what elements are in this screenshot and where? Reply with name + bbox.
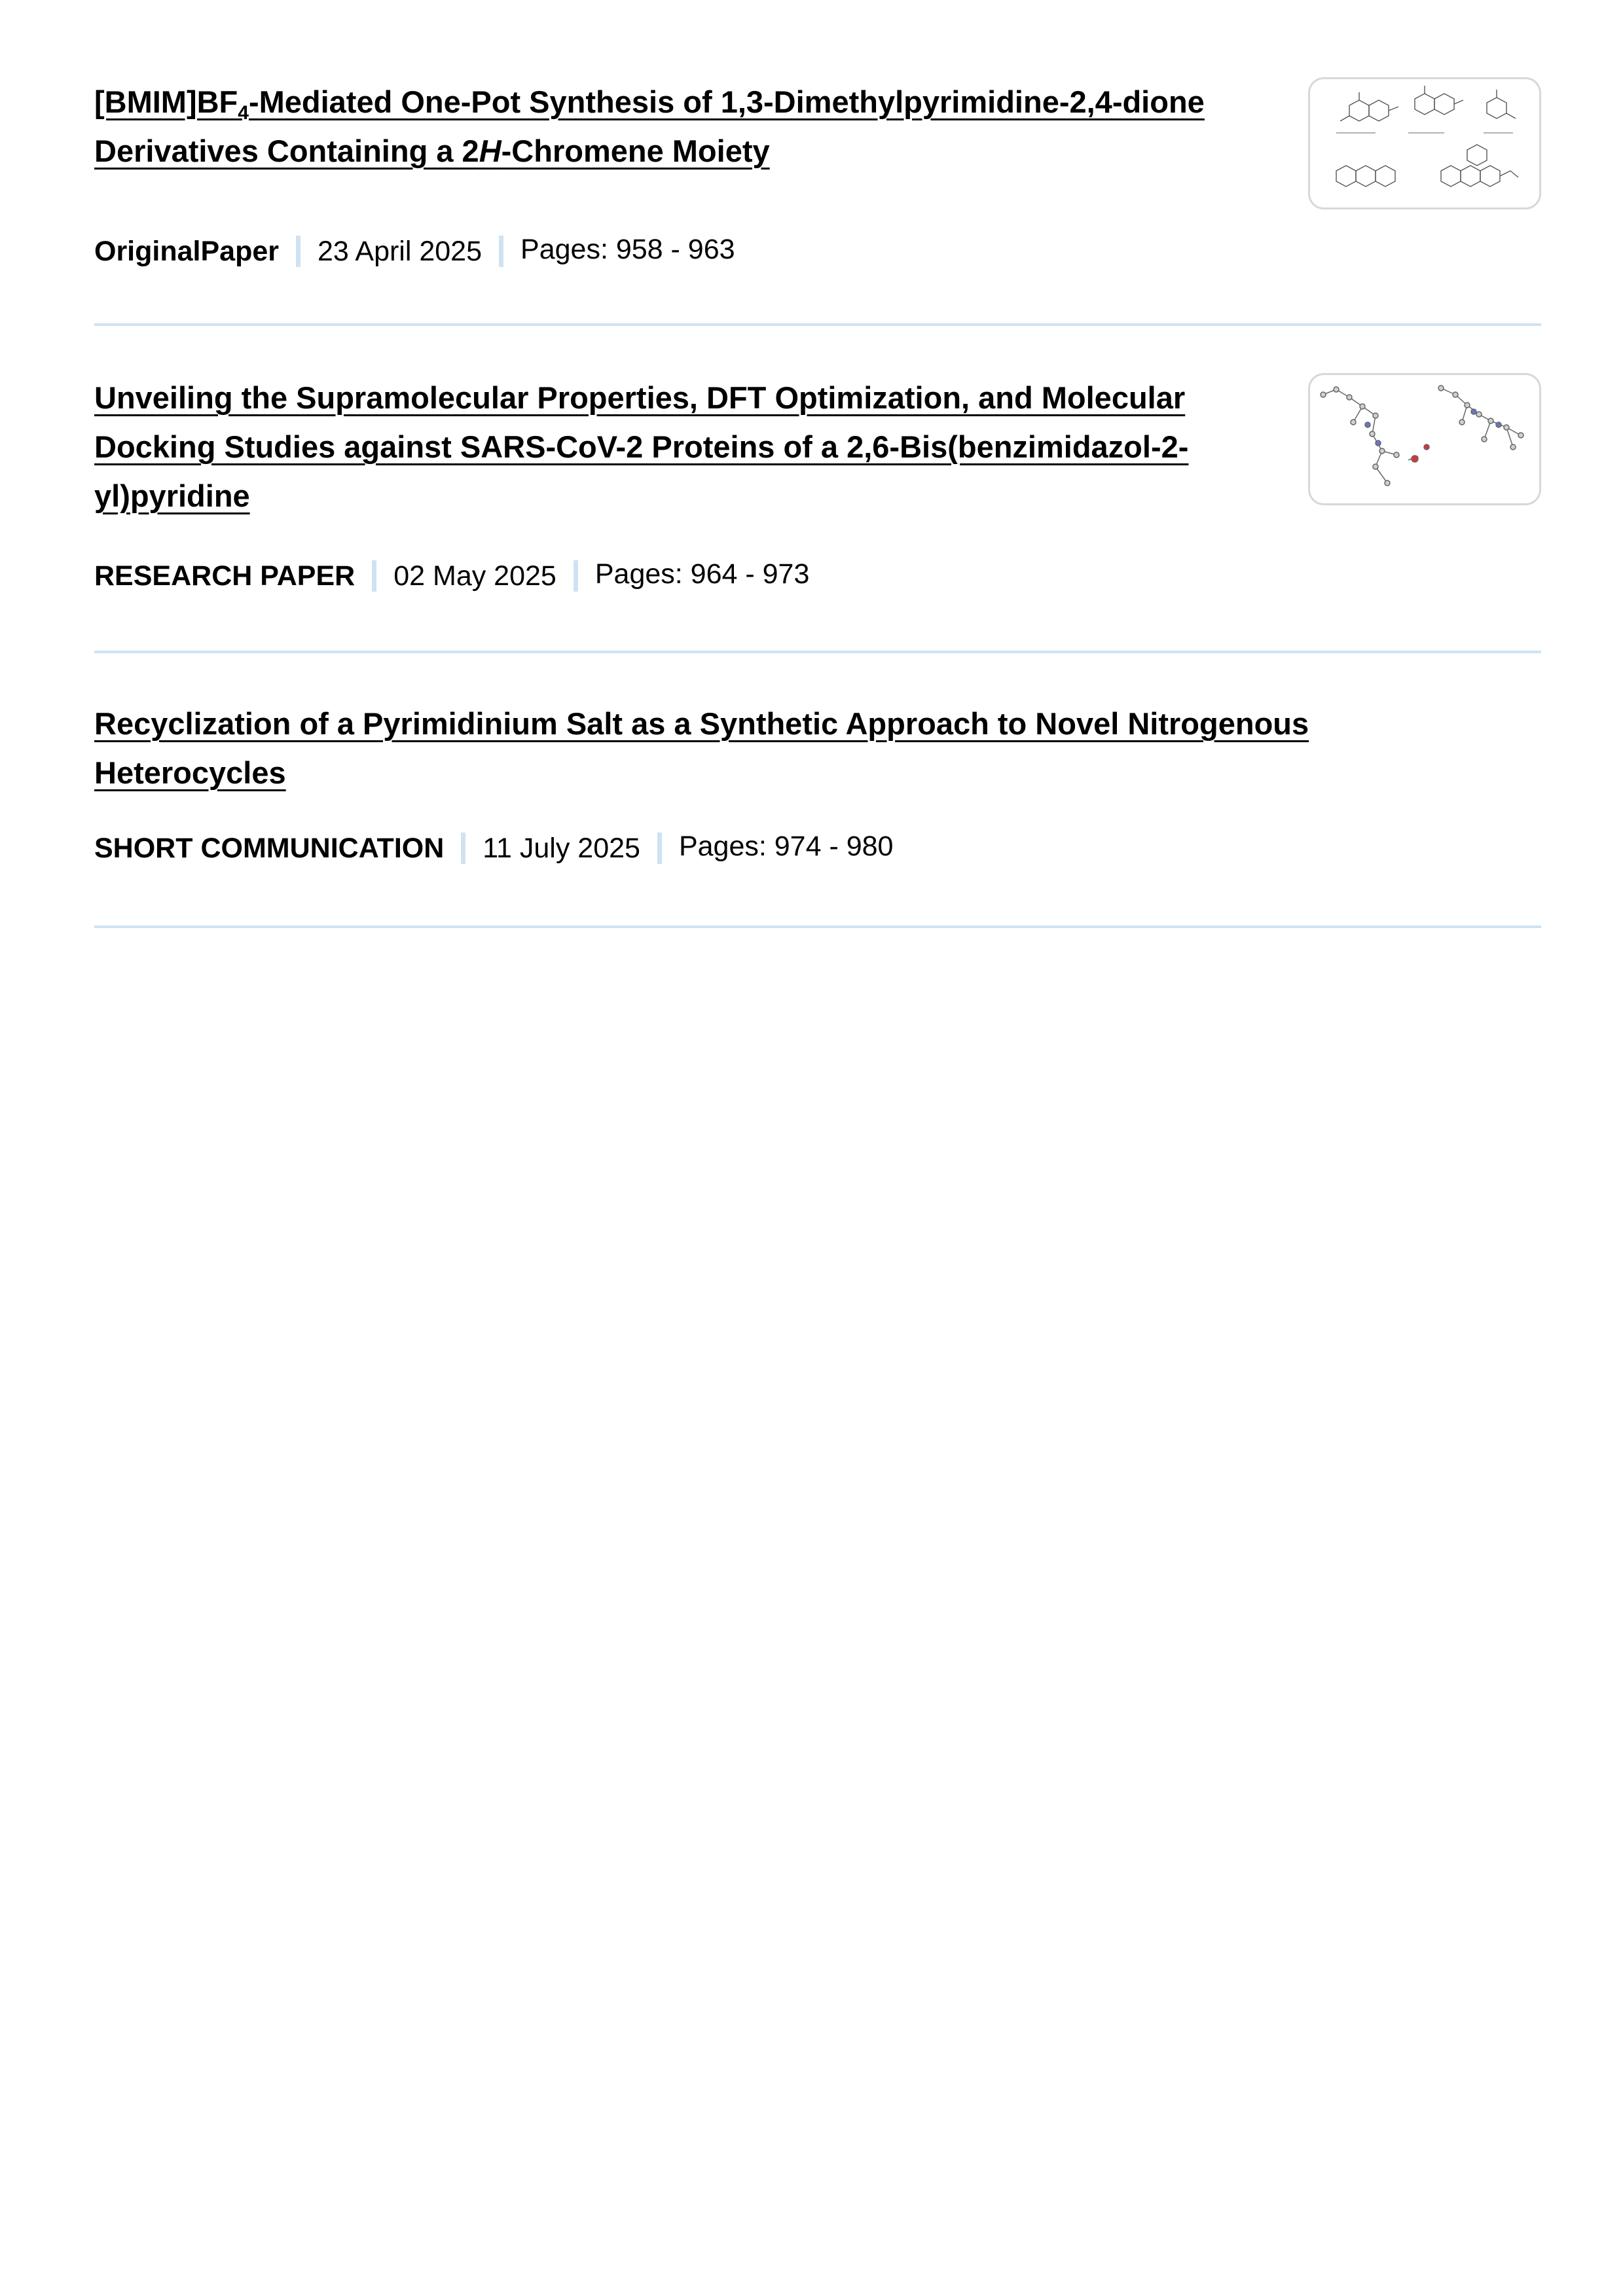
page-range: Pages: 958 - 963 (520, 234, 735, 265)
article-title-link[interactable]: $[BMIM]BF_4$-Mediated One-Pot Synthesis of 1,3-Dimethylpyrimidine-2,4-dione Derivatives Containing a 2H-Chromene Moiety (94, 84, 1205, 168)
article-item (94, 373, 1541, 653)
article-title (94, 373, 1247, 520)
crystal-structure-thumbnail[interactable] (1308, 373, 1541, 505)
page-range: Pages: 964 - 973 (594, 558, 810, 590)
article-type: SHORT COMMUNICATION (94, 833, 445, 864)
article-item (94, 77, 1541, 326)
article-title (94, 77, 1247, 175)
meta-separator (296, 236, 301, 267)
chemical-structures-thumbnail[interactable] (1308, 77, 1541, 209)
article-title-link[interactable]: Recyclization of a Pyrimidinium Salt as a Synthetic Approach to Novel Nitrogenous Heterocycles (94, 706, 1309, 790)
article-meta (94, 232, 735, 271)
meta-separator (499, 236, 503, 267)
article-item (94, 699, 1541, 928)
article-meta (94, 829, 893, 868)
publication-date: 02 May 2025 (393, 560, 556, 592)
article-title-link[interactable]: Unveiling the Supramolecular Properties, DFT Optimization, and Molecular Docking Studies against SARS-CoV-2 Proteins of a 2,6-Bis(benzimidazol-2-yl)pyridine (94, 380, 1189, 513)
article-type: OriginalPaper (94, 236, 279, 267)
meta-separator (574, 560, 578, 592)
publication-date: 11 July 2025 (483, 833, 640, 864)
publication-date: 23 April 2025 (317, 236, 483, 267)
page-range: Pages: 974 - 980 (678, 831, 894, 862)
article-meta (94, 556, 809, 596)
article-type: RESEARCH PAPER (94, 560, 356, 592)
meta-separator (372, 560, 376, 592)
meta-separator (657, 833, 662, 864)
meta-separator (461, 833, 465, 864)
article-title (94, 699, 1456, 797)
